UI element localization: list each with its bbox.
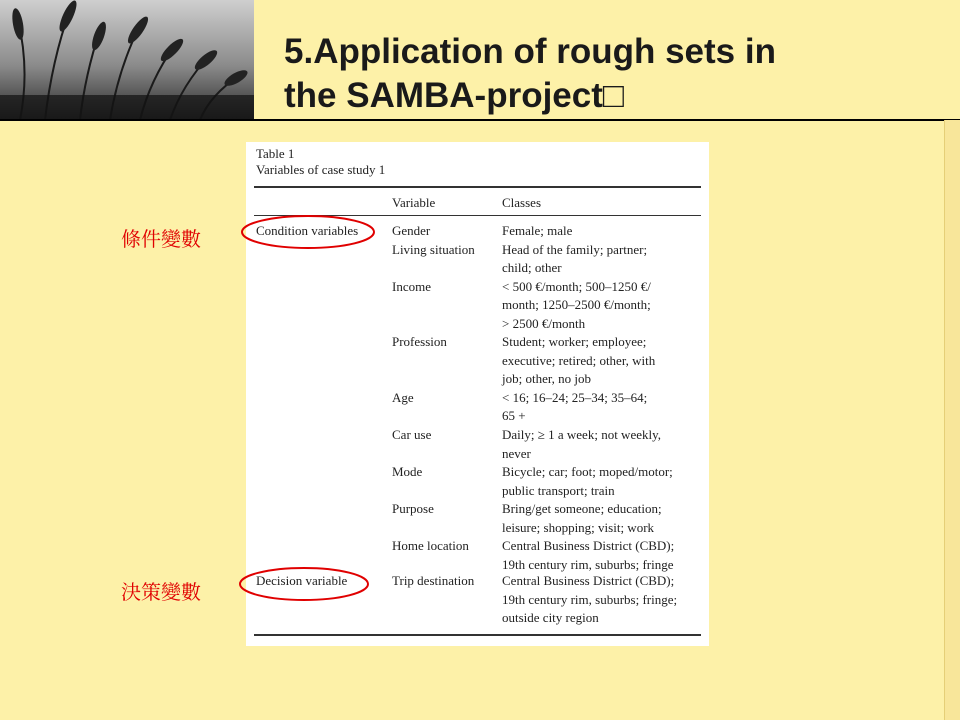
table-row-classes: outside city region [502, 610, 599, 625]
title-line-2: the SAMBA-project□ [284, 76, 625, 115]
table-row-variable: Living situation [392, 241, 475, 257]
condition-highlight-oval [238, 212, 378, 252]
title-line-1: 5.Application of rough sets in [284, 32, 776, 71]
table-row-variable: Mode [392, 464, 423, 479]
table-caption-number: Table 1 [256, 146, 295, 161]
table-row-classes: < 16; 16–24; 25–34; 35–64; [502, 389, 648, 405]
table-row-variable: Age [392, 389, 414, 405]
group-condition-variables: Condition variables [256, 223, 359, 238]
table-row-classes: Central Business District (CBD); [502, 573, 675, 588]
table-row-variable: Home location [392, 538, 469, 553]
table-row-classes: child; other [502, 260, 562, 275]
header-variable: Variable [392, 195, 436, 210]
slide-title [284, 30, 924, 118]
group-decision-variable: Decision variable [256, 573, 348, 588]
table-caption-title: Variables of case study 1 [256, 162, 386, 177]
table-row-variable: Purpose [392, 501, 434, 516]
table-row-classes: < 500 €/month; 500–1250 €/ [502, 278, 651, 294]
table-row-classes: 65 + [502, 408, 526, 423]
table-row-variable: Car use [392, 427, 432, 442]
decision-variable-annotation: 決策變數 [121, 580, 201, 604]
table-row-classes: 19th century rim, suburbs; fringe [502, 556, 674, 572]
table-row-classes: never [502, 445, 531, 461]
right-edge-strip [944, 120, 960, 720]
table-row-classes: Head of the family; partner; [502, 241, 648, 257]
table-row-classes: month; 1250–2500 €/month; [502, 297, 651, 312]
table-row-variable: Gender [392, 223, 431, 238]
condition-variables-annotation: 條件變數 [121, 227, 201, 251]
table-row-classes: Central Business District (CBD); [502, 538, 675, 553]
table-row-classes: executive; retired; other, with [502, 352, 656, 368]
table-row-classes: 19th century rim, suburbs; fringe; [502, 591, 678, 607]
table-bottom-rule [254, 634, 701, 636]
table-row-classes: public transport; train [502, 482, 615, 498]
header-classes: Classes [502, 195, 541, 210]
decision-highlight-oval [236, 564, 372, 604]
table-row-variable: Profession [392, 334, 447, 349]
wheat-photo [0, 0, 254, 120]
table-row-variable: Income [392, 278, 431, 294]
table-row-classes: Bicycle; car; foot; moped/motor; [502, 464, 673, 479]
table-row-classes: job; other, no job [502, 371, 592, 386]
table-row-classes: > 2500 €/month [502, 315, 586, 331]
table-row-classes: Student; worker; employee; [502, 334, 647, 349]
table-top-rule [254, 186, 701, 188]
table-row-classes: Daily; ≥ 1 a week; not weekly, [502, 427, 661, 442]
table-row-classes: Female; male [502, 223, 573, 238]
table-row-classes: leisure; shopping; visit; work [502, 519, 655, 535]
table-row-variable: Trip destination [392, 573, 475, 588]
table-row-classes: Bring/get someone; education; [502, 501, 662, 516]
title-divider [0, 119, 960, 121]
